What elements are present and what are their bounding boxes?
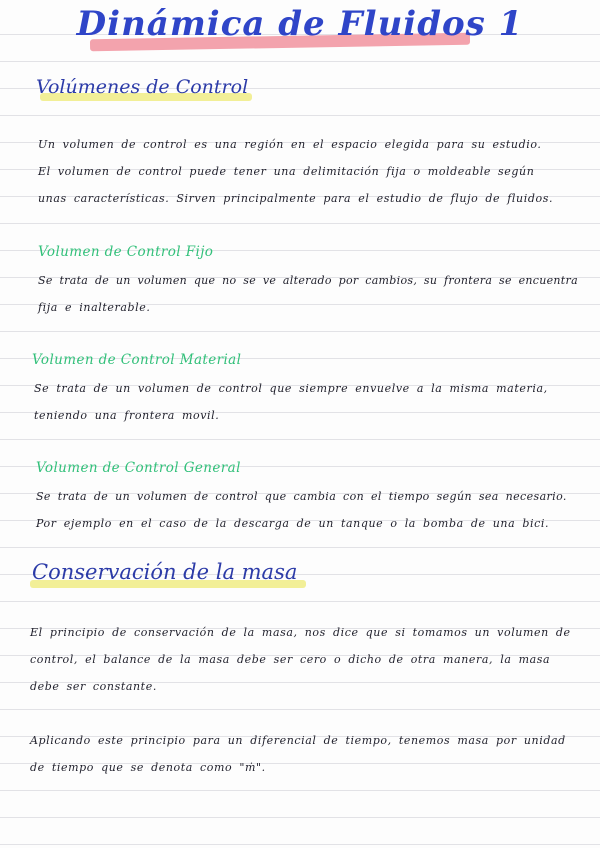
fijo-line-1: Se trata de un volumen que no se ve alterado por cambios, su frontera se encuentra: [38, 274, 578, 287]
material-line-2: teniendo una frontera movil.: [34, 409, 220, 422]
para2-line-2: de tiempo que se denota como "ṁ".: [30, 761, 266, 774]
fijo-line-2: fija e inalterable.: [38, 301, 151, 314]
intro-line-2: El volumen de control puede tener una delimitación fija o moldeable según: [38, 165, 535, 178]
subheading-general: Volumen de Control General: [36, 460, 241, 476]
subheading-fijo: Volumen de Control Fijo: [38, 244, 214, 260]
section1-heading: Volúmenes de Control: [36, 76, 249, 98]
title-area: [0, 0, 600, 60]
page-title: Dinámica de Fluidos 1: [76, 4, 524, 44]
general-line-1: Se trata de un volumen de control que cambia con el tiempo según sea necesario.: [36, 490, 567, 503]
section2-heading: Conservación de la masa: [32, 560, 298, 584]
para1-line-3: debe ser constante.: [30, 680, 157, 693]
para1-line-1: El principio de conservación de la masa, nos dice que si tomamos un volumen de: [30, 626, 571, 639]
intro-line-1: Un volumen de control es una región en el espacio elegida para su estudio.: [38, 138, 542, 151]
para2-line-1: Aplicando este principio para un diferencial de tiempo, tenemos masa por unidad: [30, 734, 566, 747]
subheading-material: Volumen de Control Material: [32, 352, 242, 368]
intro-line-3: unas características. Sirven principalmente para el estudio de flujo de fluidos.: [38, 192, 554, 205]
material-line-1: Se trata de un volumen de control que siempre envuelve a la misma materia,: [34, 382, 548, 395]
para1-line-2: control, el balance de la masa debe ser cero o dicho de otra manera, la masa: [30, 653, 551, 666]
general-line-2: Por ejemplo en el caso de la descarga de un tanque o la bomba de una bici.: [36, 517, 550, 530]
